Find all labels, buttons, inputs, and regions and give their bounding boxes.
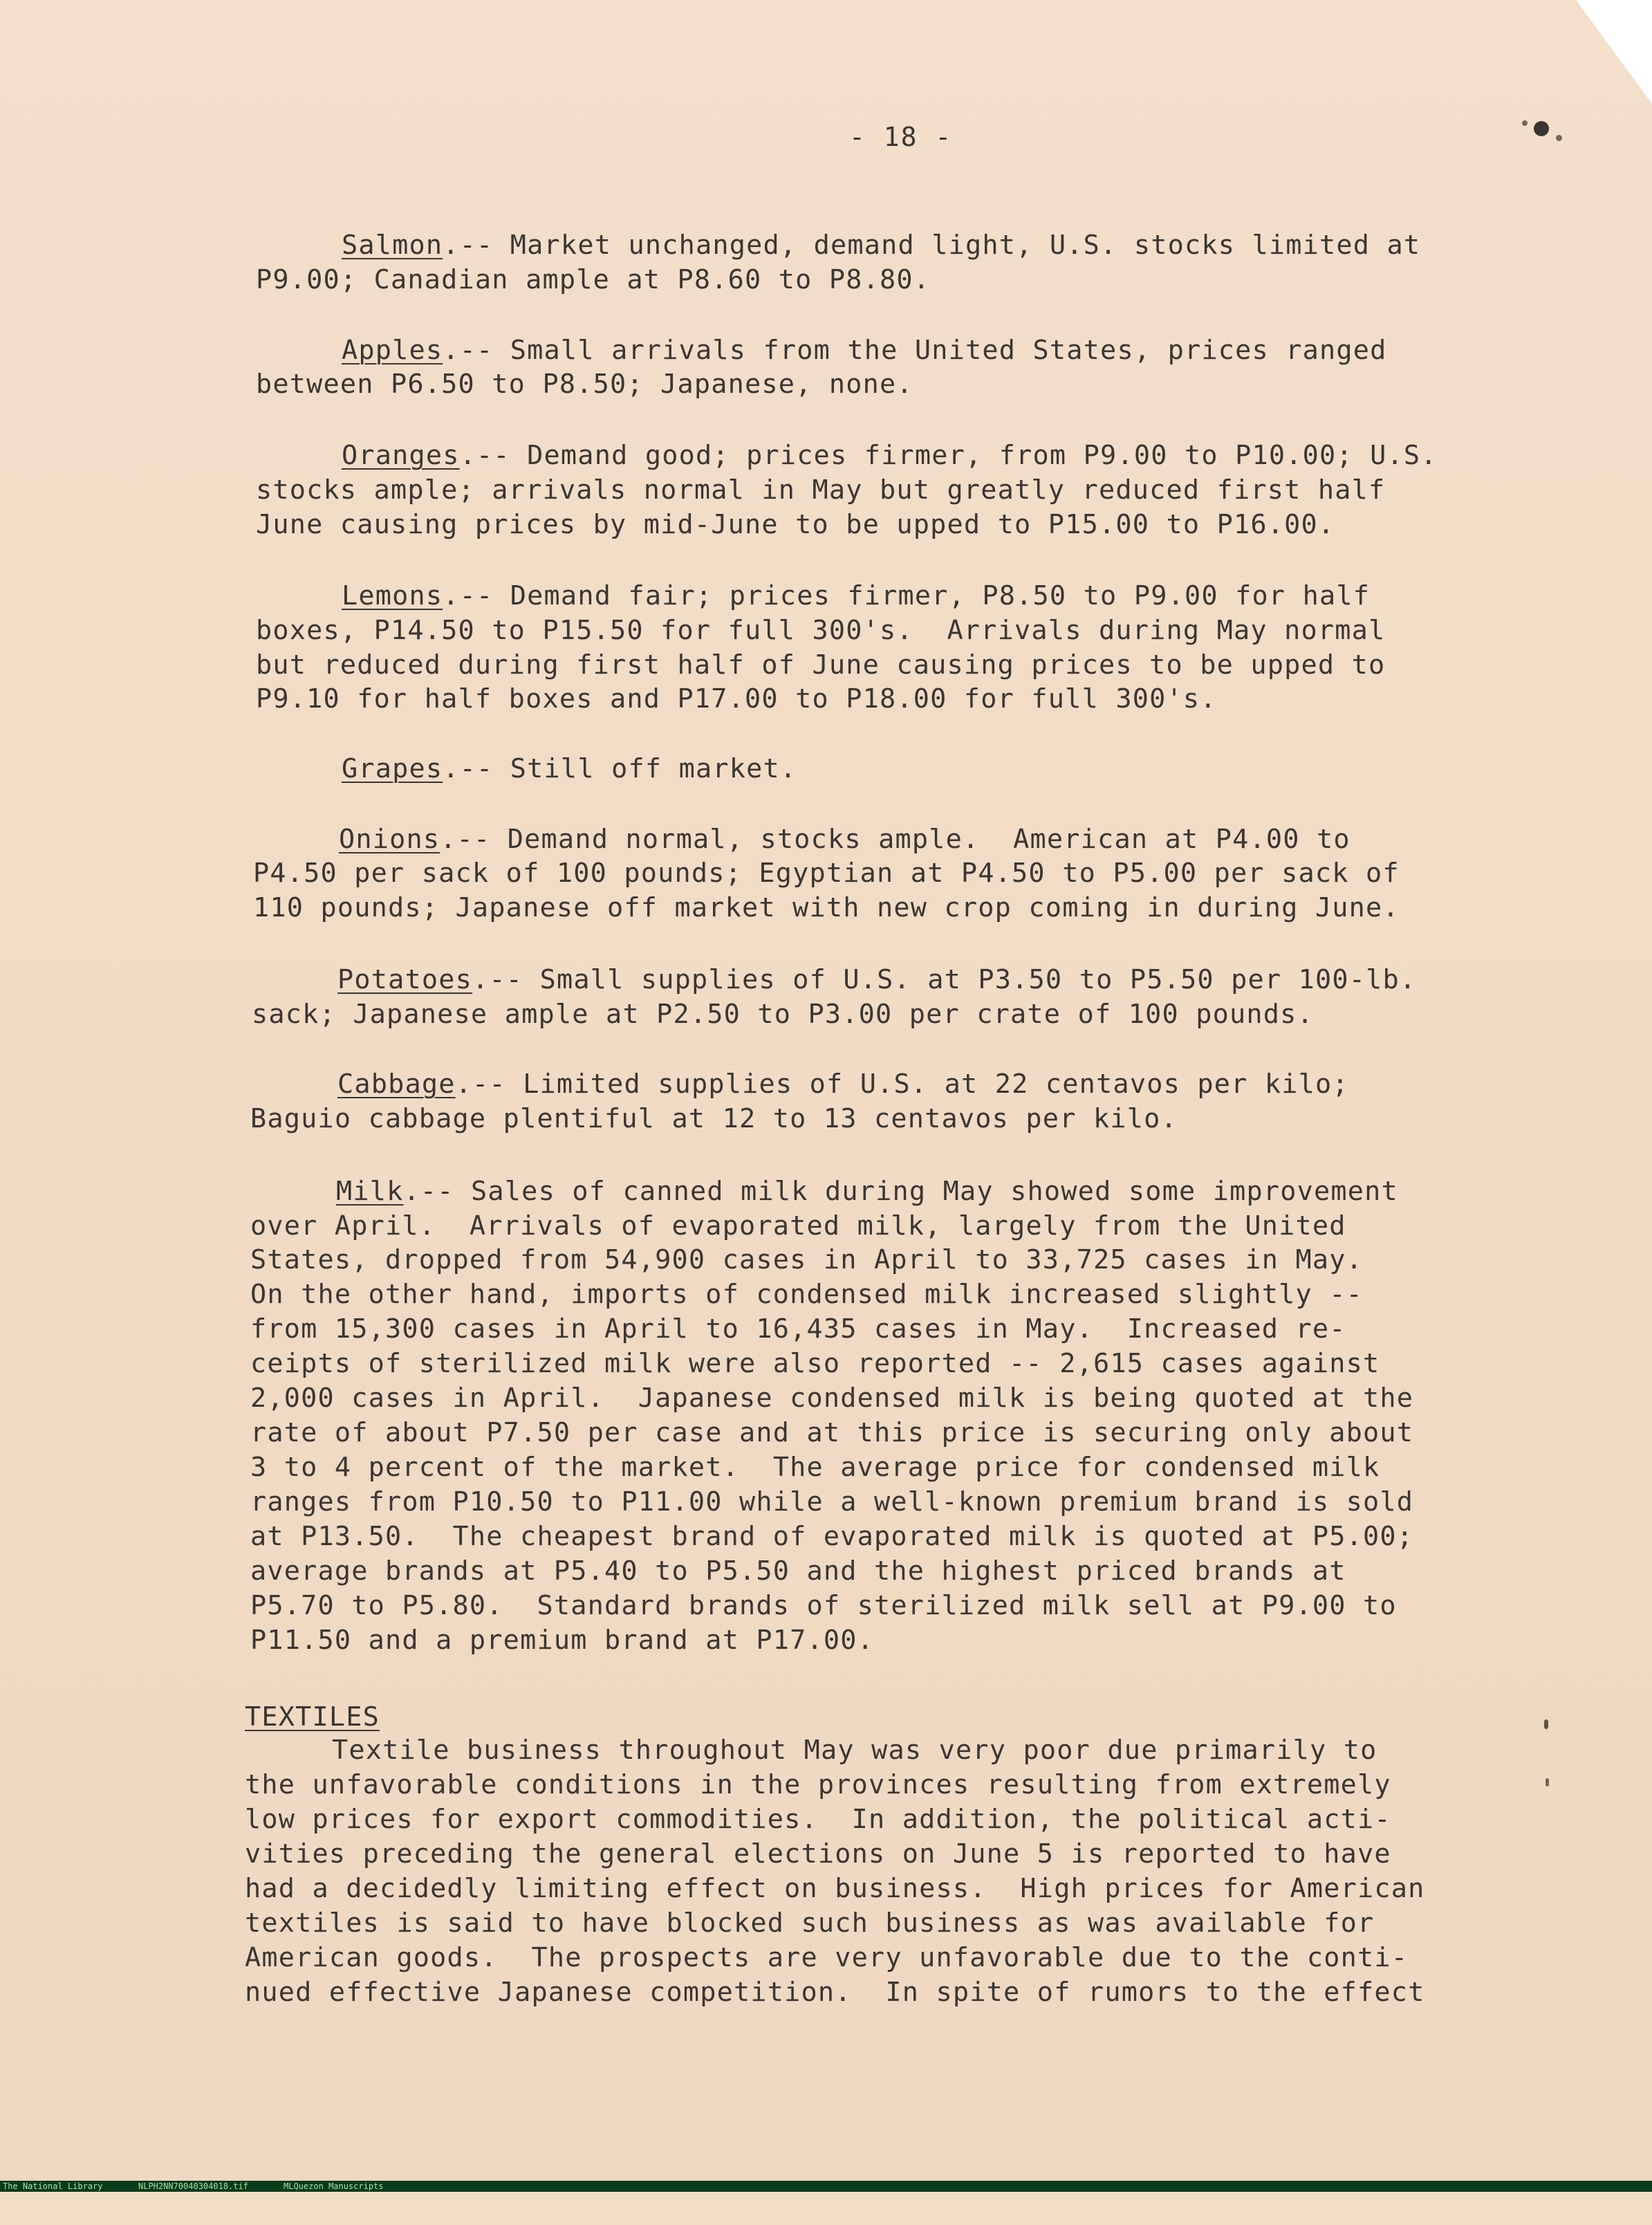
paragraph-line: boxes, P14.50 to P15.50 for full 300's. Arrivals during May normal	[256, 615, 1386, 646]
paragraph-line: Milk.-- Sales of canned milk during May showed some improvement	[336, 1176, 1398, 1207]
paragraph-line: rate of about P7.50 per case and at this price is securing only about	[250, 1417, 1414, 1448]
paragraph-line: Oranges.-- Demand good; prices firmer, from P9.00 to P10.00; U.S.	[342, 440, 1438, 471]
section-title-textiles: TEXTILES	[245, 1701, 380, 1733]
paragraph-line: ceipts of sterilized milk were also reported -- 2,615 cases against	[250, 1348, 1380, 1379]
paragraph-line: Baguio cabbage plentiful at 12 to 13 centavos per kilo.	[250, 1103, 1178, 1134]
archive-footer-bar	[0, 2181, 1652, 2192]
paragraph-line: the unfavorable conditions in the provinces resulting from extremely	[245, 1769, 1391, 1800]
torn-corner	[1576, 0, 1652, 104]
paragraph-line: 3 to 4 percent of the market. The average price for condensed milk	[250, 1452, 1380, 1483]
paragraph-line: stocks ample; arrivals normal in May but greatly reduced first half	[256, 474, 1386, 506]
paragraph-line: textiles is said to have blocked such business as was available for	[245, 1908, 1375, 1939]
paragraph-line: but reduced during first half of June causing prices to be upped to	[256, 649, 1386, 681]
paragraph-heading: Oranges	[342, 440, 460, 471]
paragraph-line: American goods. The prospects are very unfavorable due to the conti-	[245, 1942, 1409, 1973]
paragraph-line: vities preceding the general elections on June 5 is reported to have	[245, 1838, 1391, 1869]
ink-blot	[1522, 120, 1528, 126]
paragraph-line: from 15,300 cases in April to 16,435 cases in May. Increased re-	[250, 1313, 1346, 1345]
paragraph-line: over April. Arrivals of evaporated milk, largely from the United	[250, 1210, 1346, 1241]
paragraph-line: P9.10 for half boxes and P17.00 to P18.00 for full 300's.	[256, 683, 1217, 714]
paragraph-line: 110 pounds; Japanese off market with new crop coming in during June.	[253, 892, 1400, 923]
paragraph-line: P4.50 per sack of 100 pounds; Egyptian at P4.50 to P5.00 per sack of	[253, 858, 1400, 889]
paragraph-heading: Onions	[339, 824, 440, 855]
paragraph-line: sack; Japanese ample at P2.50 to P3.00 per crate of 100 pounds.	[252, 999, 1314, 1030]
paragraph-line: P5.70 to P5.80. Standard brands of sterilized milk sell at P9.00 to	[250, 1590, 1397, 1621]
ink-blot	[1534, 121, 1549, 136]
paragraph-line: On the other hand, imports of condensed milk increased slightly --	[250, 1279, 1364, 1310]
paragraph-line: ranges from P10.50 to P11.00 while a well-known premium brand is sold	[250, 1486, 1414, 1517]
paragraph-heading: Grapes	[342, 753, 443, 784]
paragraph-line: between P6.50 to P8.50; Japanese, none.	[256, 369, 913, 400]
paragraph-heading: Potatoes	[337, 964, 473, 995]
paragraph-line: P11.50 and a premium brand at P17.00.	[250, 1625, 875, 1656]
paragraph-heading: Salmon	[342, 230, 443, 261]
paragraph-line: had a decidedly limiting effect on business. High prices for American	[245, 1873, 1425, 1904]
ink-blot	[1546, 1778, 1549, 1787]
page-number: - 18 -	[849, 122, 953, 152]
paragraph-line: Potatoes.-- Small supplies of U.S. at P3.50 to P5.50 per 100-lb.	[337, 964, 1417, 995]
paragraph-line: low prices for export commodities. In addition, the political acti-	[245, 1804, 1391, 1835]
paragraph-line: 2,000 cases in April. Japanese condensed milk is being quoted at the	[250, 1383, 1414, 1414]
paragraph-line: Salmon.-- Market unchanged, demand light, U.S. stocks limited at	[342, 230, 1421, 261]
paragraph-line: Grapes.-- Still off market.	[342, 753, 797, 784]
footer-file: NLPH2NN70040304018.tif	[138, 2181, 248, 2191]
paragraph-line: States, dropped from 54,900 cases in April to 33,725 cases in May.	[250, 1244, 1364, 1275]
paragraph-line: average brands at P5.40 to P5.50 and the highest priced brands at	[250, 1555, 1346, 1587]
paragraph-line: Apples.-- Small arrivals from the United States, prices ranged	[342, 335, 1387, 366]
paragraph-line: P9.00; Canadian ample at P8.60 to P8.80.	[256, 264, 931, 295]
paragraph-line: at P13.50. The cheapest brand of evaporated milk is quoted at P5.00;	[250, 1521, 1414, 1552]
footer-collection: MLQuezon Manuscripts	[284, 2181, 384, 2191]
paragraph-line: June causing prices by mid-June to be upped to P15.00 to P16.00.	[256, 509, 1335, 540]
paragraph-heading: Milk	[336, 1176, 404, 1207]
paragraph-heading: Apples	[342, 335, 443, 366]
paragraph-heading: Lemons	[342, 580, 443, 611]
paragraph-line: Lemons.-- Demand fair; prices firmer, P8.50 to P9.00 for half	[342, 580, 1371, 611]
ink-blot	[1544, 1719, 1548, 1729]
paragraph-line: Onions.-- Demand normal, stocks ample. American at P4.00 to	[339, 824, 1351, 855]
paragraph-line: Cabbage.-- Limited supplies of U.S. at 22 centavos per kilo;	[337, 1069, 1349, 1100]
ink-blot	[1556, 135, 1562, 141]
paragraph-line: Textile business throughout May was very poor due primarily to	[332, 1735, 1377, 1766]
paragraph-heading: Cabbage	[337, 1069, 456, 1100]
footer-library: The National Library	[3, 2181, 103, 2191]
paragraph-line: nued effective Japanese competition. In spite of rumors to the effect	[245, 1977, 1425, 2008]
